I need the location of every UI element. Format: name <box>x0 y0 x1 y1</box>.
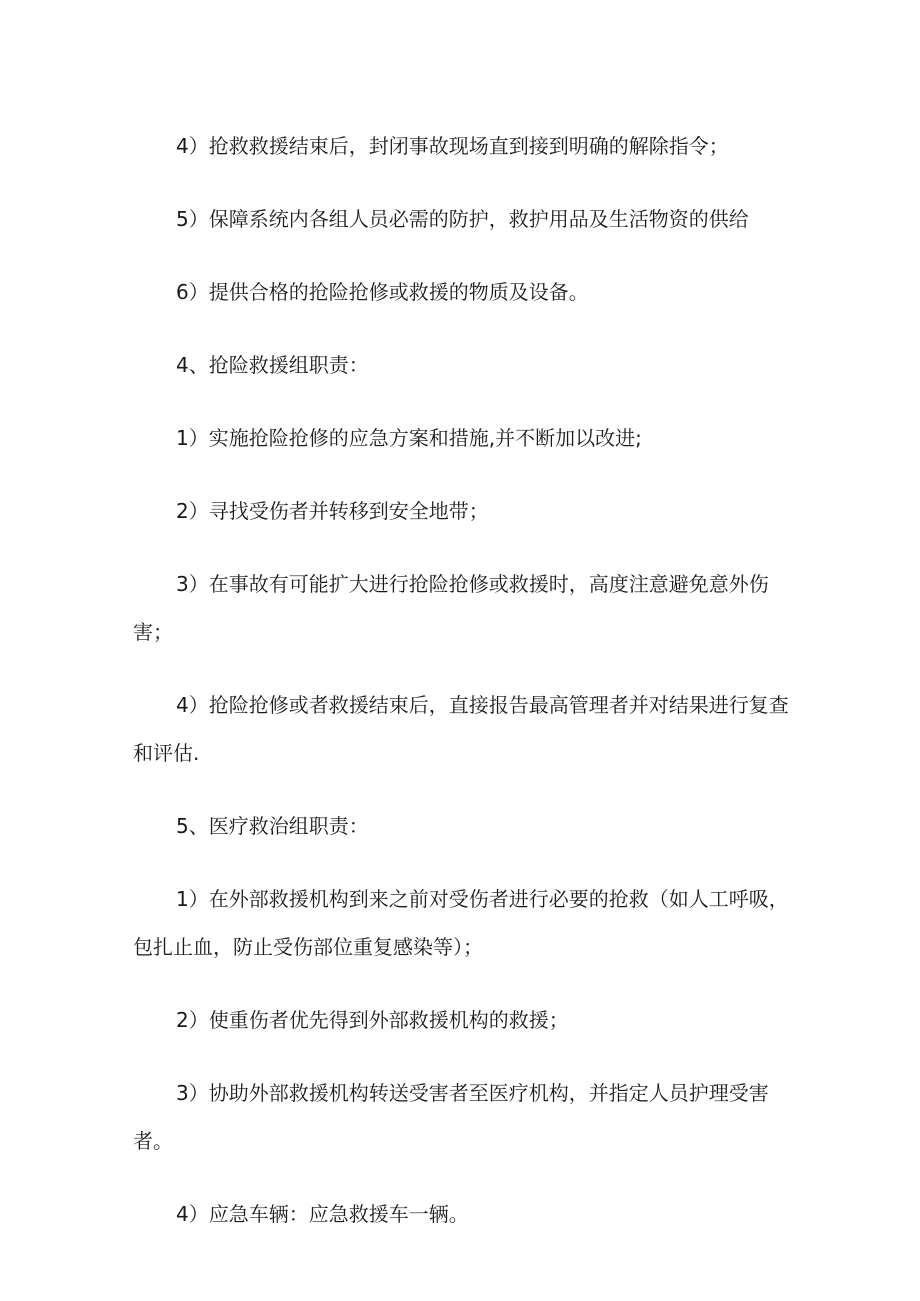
paragraph-8: 4）抢险抢修或者救援结束后，直接报告最高管理者并对结果进行复查和评估. <box>133 693 789 765</box>
paragraph-5: 1）实施抢险抢修的应急方案和措施,并不断加以改进; <box>176 426 642 450</box>
paragraph-2: 5）保障系统内各组人员必需的防护，救护用品及生活物资的供给 <box>176 207 749 231</box>
document-body <box>133 122 797 1263</box>
paragraph-10: 1）在外部救援机构到来之前对受伤者进行必要的抢救（如人工呼吸，包扎止血，防止受伤部位重复感染等）； <box>133 887 789 959</box>
paragraph-13: 4）应急车辆：应急救援车一辆。 <box>176 1202 469 1226</box>
section-heading-4: 4、抢险救援组职责： <box>176 353 369 377</box>
paragraph-3: 6）提供合格的抢险抢修或救援的物质及设备。 <box>176 280 589 304</box>
paragraph-11: 2）使重伤者优先得到外部救援机构的救援； <box>176 1008 569 1032</box>
paragraph-6: 2）寻找受伤者并转移到安全地带； <box>176 499 489 523</box>
paragraph-1: 4）抢救救援结束后，封闭事故现场直到接到明确的解除指令； <box>176 134 729 158</box>
paragraph-12: 3）协助外部救援机构转送受害者至医疗机构，并指定人员护理受害者。 <box>133 1081 769 1153</box>
paragraph-7: 3）在事故有可能扩大进行抢险抢修或救援时，高度注意避免意外伤害； <box>133 572 769 644</box>
section-heading-5: 5、医疗救治组职责： <box>176 814 369 838</box>
